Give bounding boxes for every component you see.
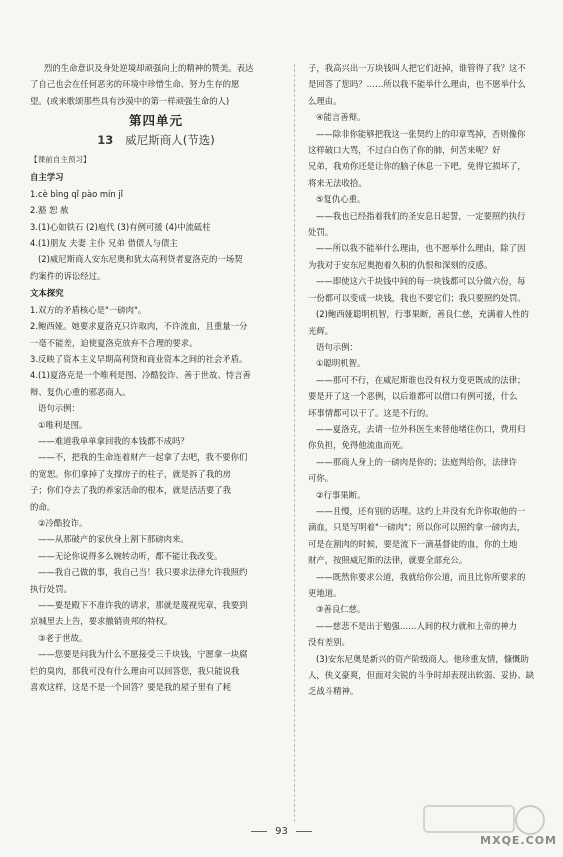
text-line: 子；你们夺去了我的养家活命的根本，就是活活要了我	[30, 485, 231, 496]
text-line: 可是在割肉的时候，要是流下一滴基督徒的血，你的土地	[308, 538, 518, 549]
text-line: 京城里去上告，要求撤销贵邦的特权。	[30, 616, 173, 627]
text-line: 2.豁 恕 赦	[30, 205, 69, 216]
text-line: 语句示例：	[38, 403, 80, 414]
text-line: 光辉。	[308, 325, 334, 336]
text-line: ——从那破产的家伙身上割下那磅肉来。	[38, 534, 189, 545]
text-line: ②冷酷狡诈。	[38, 517, 88, 528]
text-line: ④能言善辩。	[316, 112, 366, 123]
text-line: 了自己也会在任何恶劣的环境中珍惜生命、努力生存的愿	[30, 79, 240, 90]
text-line: ②行事果断。	[316, 489, 366, 500]
left-column	[30, 60, 282, 695]
lesson-name: 威尼斯商人	[125, 132, 183, 147]
text-line: 3.(1)心如铁石 (2)庖代 (3)有例可援 (4)中流砥柱	[30, 221, 211, 232]
text-line: ③老于世故。	[38, 632, 88, 643]
text-line: ——夏洛克，去请一位外科医生来替他堵住伤口，费用归	[316, 423, 526, 434]
watermark-text: MXQE.COM	[480, 834, 557, 847]
text-line: 乏战斗精神。	[308, 686, 359, 697]
text-line: 望。(或来歌颂那些具有沙漠中的第一样顽强生命的人)	[30, 95, 230, 106]
text-line: 烈的生命意识及身处逆境却顽强向上的精神的赞美。表达	[44, 63, 254, 73]
text-line: ——那商人身上的一磅肉是你的；法庭判给你，法律许	[316, 456, 517, 467]
text-line: ①唯利是图。	[38, 419, 88, 430]
text-line: ——您要是问我为什么不愿接受三千块钱，宁愿拿一块腐	[38, 649, 248, 660]
text-line: 约案件的诉讼经过。	[30, 270, 106, 281]
text-line: ——所以我不能举什么理由，也不愿举什么理由，除了因	[316, 243, 526, 254]
text-line: 2.鲍西娅。她要求夏洛克只许取肉，不许流血，且重量一分	[30, 321, 248, 332]
text-line: 的宽恕。你们拿掉了支撑房子的柱子，就是拆了我的房	[30, 468, 231, 479]
text-line: ——我也已经指着我们的圣安息日起誓，一定要照约执行	[316, 210, 526, 221]
text-line: (3)安东尼奥是新兴的资产阶级商人。他珍重友情，慷慨助	[316, 653, 529, 664]
text-line: 一毫不能差，迫使夏洛克放弃不合理的要求。	[30, 337, 198, 348]
text-line: 1.双方的矛盾核心是"一磅肉"。	[30, 304, 147, 315]
text-line: 财产，按照威尼斯的法律，就要全部充公。	[308, 555, 468, 566]
text-line: ——无论你说得多么婉转动听，都不能让我改变。	[38, 550, 223, 561]
text-line: 的命。	[30, 501, 56, 512]
text-line: ——既然你要求公道，我就给你公道，而且比你所要求的	[316, 571, 526, 582]
text-line: 滴血，只是写明着"一磅肉"；所以你可以照约拿一磅肉去，	[308, 522, 526, 533]
text-line: ——且慢，还有别的话哩。这约上并没有允许你取他的一	[316, 505, 526, 516]
text-line: 处罚。	[308, 227, 334, 238]
page-number-text: 93	[275, 826, 288, 837]
text-line: 更地道。	[308, 588, 342, 598]
text-line: 3.反映了资本主义早期高利贷和商业资本之间的社会矛盾。	[30, 353, 248, 364]
text-line: 为我对于安东尼奥抱着久积的仇恨和深刻的反感。	[308, 259, 493, 270]
text-line: ——慈悲不是出于勉强……人间的权力就和上帝的神力	[316, 620, 517, 631]
text-line: ——那可不行，在威尼斯谁也没有权力变更既成的法律；	[316, 374, 526, 385]
text-line: 4.(1)朋友 夫妻 主仆 兄弟 借债人与债主	[30, 238, 178, 249]
text-line: 没有差别。	[308, 637, 350, 648]
text-line: ——要是殿下不准许我的请求，那就是蔑视宪章，我要到	[38, 600, 248, 610]
left-body	[30, 152, 282, 695]
text-line: ——我自己做的事，我自己当！我只要求法律允许我照约	[38, 567, 248, 578]
text-line: 执行处罚。	[30, 583, 72, 594]
text-line: 子，我高兴出一万块钱叫人把它们赶掉，谁管得了我？这不	[308, 63, 526, 73]
text-line: ——除非你能够把我这一张契约上的印章骂掉，否则像你	[316, 128, 526, 139]
text-line: 你负担，免得他流血而死。	[308, 440, 409, 451]
text-line: 一份都可以变成一块钱，我也不要它们；我只要照约处罚。	[308, 292, 526, 303]
section-heading: 文本探究	[30, 288, 64, 299]
text-line: 语句示例：	[316, 341, 358, 352]
text-line: (2)威尼斯商人安东尼奥和犹太高利贷者夏洛克的一场契	[38, 254, 243, 265]
right-column	[308, 60, 555, 700]
section-heading: 自主学习	[30, 172, 64, 183]
text-line: (2)鲍西娅聪明机智，行事果断，善良仁慈，充满着人性的	[316, 309, 529, 320]
text-line: 是回答了您吗？……所以我不能举什么理由，也不愿举什么	[308, 79, 526, 90]
lesson-number: 13	[97, 132, 114, 147]
text-line: ——即使这六千块钱中间的每一块钱都可以分做六份，每	[316, 276, 526, 287]
lesson-subtitle: (节选)	[182, 132, 215, 147]
text-line: 4.(1)夏洛克是一个唯利是图、冷酷狡诈、善于世故、恃言善	[30, 370, 251, 381]
text-line: ①聪明机智。	[316, 358, 366, 369]
left-top-paragraph	[30, 60, 282, 109]
text-line: ⑤复仇心重。	[316, 194, 366, 205]
text-line: 辩、复仇心重的邪恶商人。	[30, 386, 131, 397]
text-line: 可你。	[308, 473, 334, 484]
text-line: 喜欢这样，这是不是一个回答？要是我的屋子里有了耗	[30, 682, 231, 693]
text-line: 要是开了这一个恶例，以后谁都可以借口有例可援，什么	[308, 391, 518, 402]
unit-title: 第四单元	[128, 113, 183, 129]
lesson-title	[30, 132, 282, 148]
text-line: 烂的臭肉，那我可没有什么理由可以回答您，我只能说我	[30, 665, 240, 676]
text-line: 人，侠义豪爽，但面对尖锐的斗争时却表现出软弱、妥协、缺	[308, 670, 535, 681]
right-body	[308, 60, 555, 700]
text-line: 将来无法收拾。	[308, 177, 367, 188]
column-divider	[294, 64, 295, 822]
text-line: 坏事情都可以干了。这是不行的。	[308, 407, 434, 418]
text-line: ——难道我单单拿回我的本钱都不成吗？	[38, 435, 189, 446]
text-line: 这样破口大骂，不过白白伤了你的肺，何苦来呢？好	[308, 145, 501, 156]
text-line: ——不，把我的生命连着财产一起拿了去吧，我不要你们	[38, 452, 248, 463]
text-line: ③善良仁慈。	[316, 604, 366, 615]
text-line: 1.cè bìng qǐ pào mín jǐ	[30, 188, 123, 199]
text-line: 么理由。	[308, 95, 342, 106]
section-tag: 【课前自主预习】	[30, 155, 91, 165]
text-line: 兄弟，我劝你还是让你的脑子休息一下吧，免得它损坏了，	[308, 161, 526, 172]
